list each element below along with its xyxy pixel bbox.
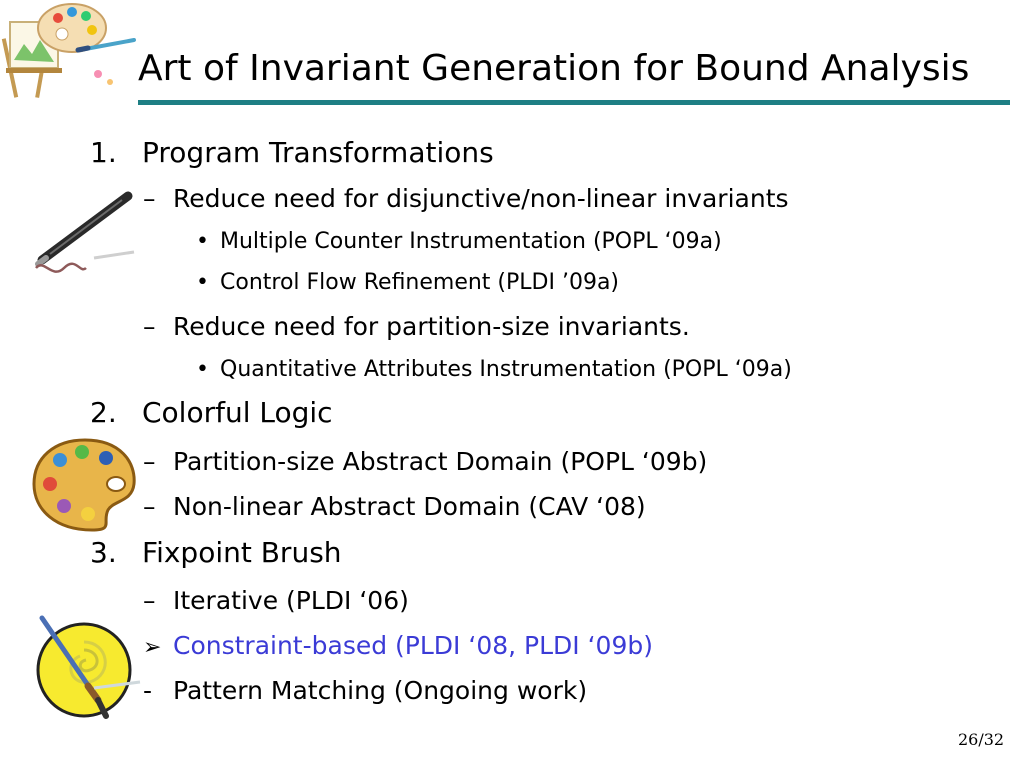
outline-subitem: – Iterative (PLDI ‘06) <box>143 586 409 615</box>
page-number: 26/32 <box>958 730 1005 749</box>
outline-subitem: – Reduce need for disjunctive/non-linear invariants <box>143 184 789 213</box>
paint-palette-icon <box>30 436 140 534</box>
outline-subsubitem: • Control Flow Refinement (PLDI ’09a) <box>196 270 620 295</box>
easel-palette-icon <box>0 0 136 100</box>
outline-subitem: – Reduce need for partition-size invariants. <box>143 312 690 341</box>
outline-subsubitem: • Multiple Counter Instrumentation (POPL ‘09a) <box>196 229 722 254</box>
slide-title: Art of Invariant Generation for Bound Analysis <box>138 48 970 89</box>
outline-item-2: 2. Colorful Logic <box>90 396 333 429</box>
outline-subitem: - Pattern Matching (Ongoing work) <box>143 676 588 705</box>
sun-brush-icon <box>34 612 144 724</box>
outline-item-3: 3. Fixpoint Brush <box>90 536 342 569</box>
title-divider <box>138 100 1010 105</box>
outline-subitem: – Partition-size Abstract Domain (POPL ‘09b) <box>143 447 708 476</box>
outline-item-1: 1. Program Transformations <box>90 136 494 169</box>
pen-icon <box>30 188 140 284</box>
outline-subitem: – Non-linear Abstract Domain (CAV ‘08) <box>143 492 646 521</box>
outline-subsubitem: • Quantitative Attributes Instrumentation (POPL ‘09a) <box>196 357 792 382</box>
outline-subitem-highlighted: ➢ Constraint-based (PLDI ‘08, PLDI ‘09b) <box>143 631 653 660</box>
